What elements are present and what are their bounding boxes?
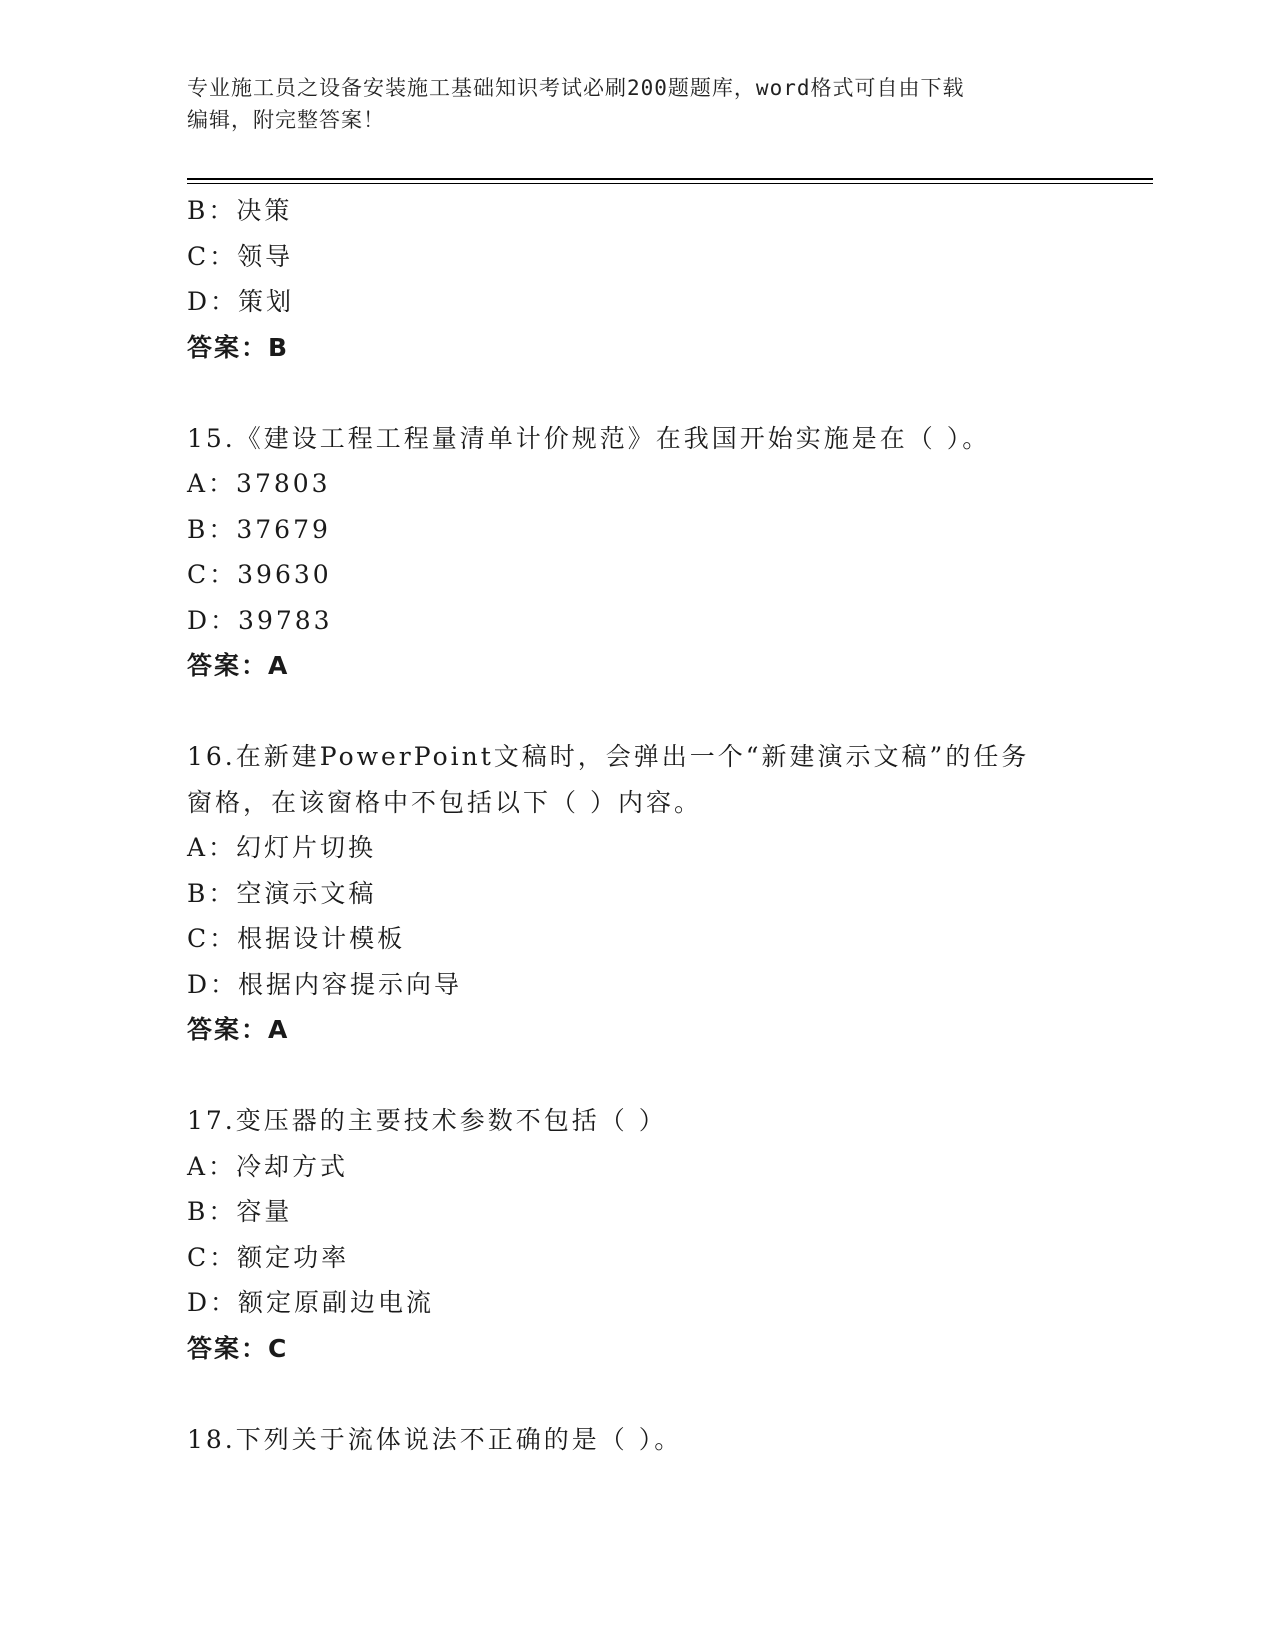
option-d: D：策划: [187, 287, 295, 316]
answer-line: 答案：A: [187, 651, 290, 680]
question-stem-continued: 窗格，在该窗格中不包括以下（ ）内容。: [187, 787, 702, 817]
option-b: B：空演示文稿: [187, 878, 377, 908]
option-c: C：领导: [187, 241, 294, 271]
answer-line: 答案：A: [187, 1015, 290, 1044]
option-b: B：37679: [187, 514, 331, 544]
header-line-2: 编辑，附完整答案！: [187, 108, 385, 132]
question-17: [187, 1098, 1087, 1371]
question-14-tail: [187, 188, 1087, 370]
option-d: D：39783: [187, 605, 333, 635]
option-b: B：决策: [187, 196, 293, 225]
question-stem: 16.在新建PowerPoint文稿时，会弹出一个“新建演示文稿”的任务: [187, 742, 1030, 771]
question-stem: 17.变压器的主要技术参数不包括（ ）: [187, 1106, 667, 1135]
option-b: B：容量: [187, 1197, 293, 1226]
option-a: A：37803: [187, 469, 331, 498]
header-divider: [187, 178, 1153, 184]
option-a: A：幻灯片切换: [187, 833, 377, 862]
question-stem: 15.《建设工程工程量清单计价规范》在我国开始实施是在（ ）。: [187, 423, 991, 453]
option-c: C：根据设计模板: [187, 924, 406, 953]
option-a: A：冷却方式: [187, 1151, 349, 1181]
option-c: C：额定功率: [187, 1242, 350, 1272]
document-header: [187, 72, 1087, 136]
answer-line: 答案：C: [187, 1333, 289, 1363]
question-18: [187, 1417, 1087, 1463]
question-list: [187, 188, 1087, 1462]
option-c: C：39630: [187, 560, 332, 589]
option-d: D：根据内容提示向导: [187, 969, 463, 999]
header-line-1: 专业施工员之设备安装施工基础知识考试必刷200题题库，word格式可自由下载: [187, 76, 965, 100]
option-d: D：额定原副边电流: [187, 1288, 435, 1317]
question-15: [187, 416, 1087, 689]
question-stem: 18.下列关于流体说法不正确的是（ ）。: [187, 1424, 683, 1454]
question-16: [187, 734, 1087, 1053]
answer-line: 答案：B: [187, 332, 290, 362]
